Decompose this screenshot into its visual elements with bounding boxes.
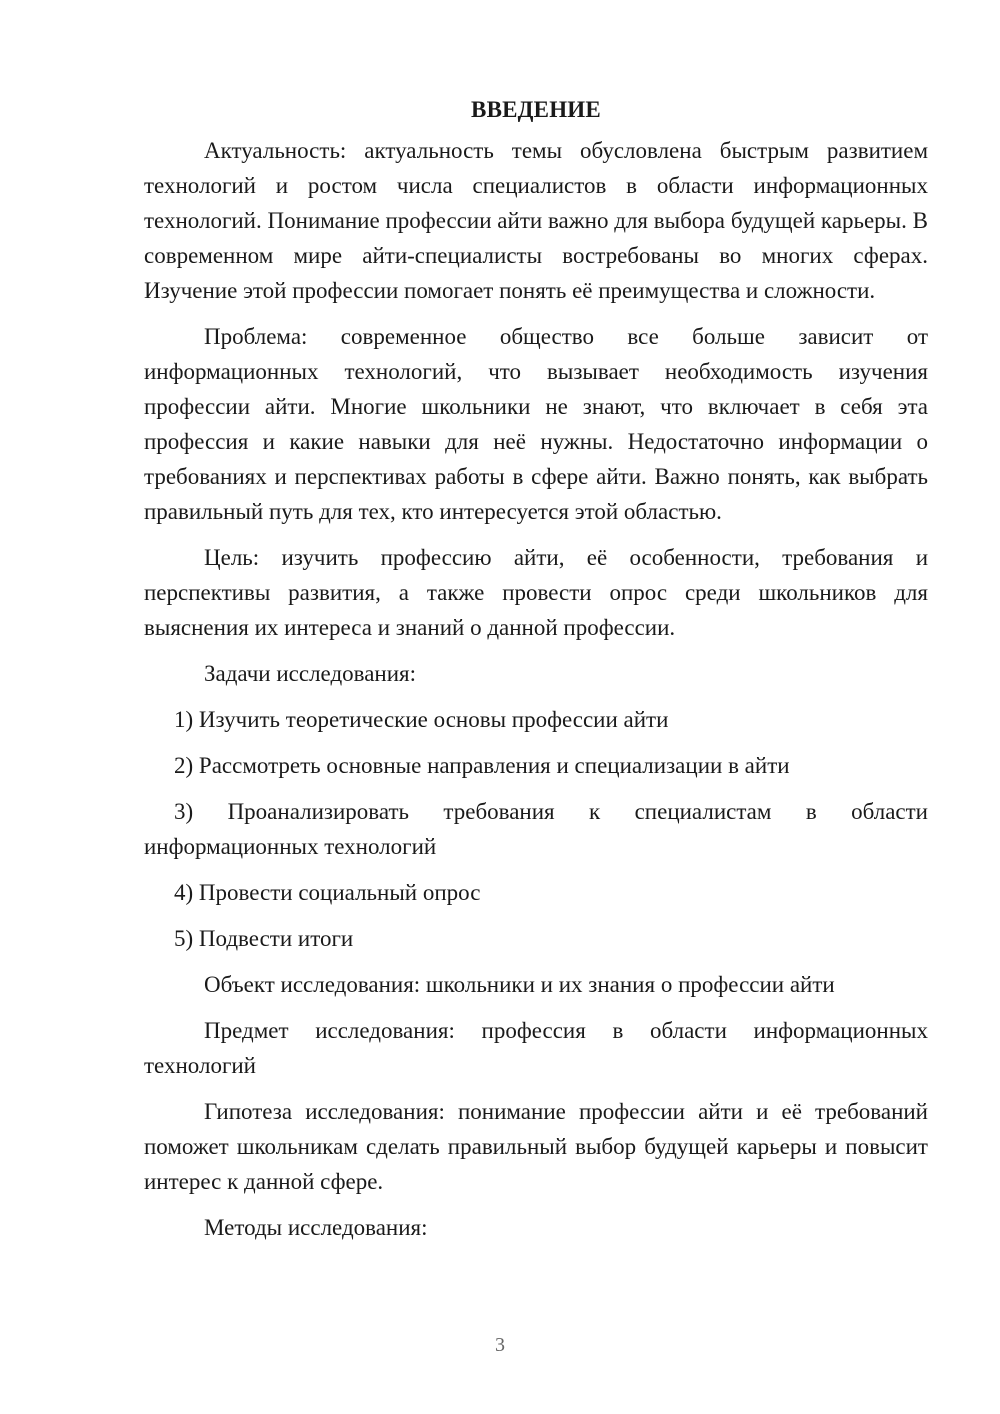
tasks-list: [144, 702, 928, 956]
list-item: 3) Проанализировать требования к специалистам в области информационных технологий: [144, 799, 928, 859]
page-number: 3: [495, 1334, 505, 1356]
relevance-paragraph: Актуальность: актуальность темы обусловлена быстрым развитием технологий и ростом числа специалистов в области информационных технологий. Понимание профессии айти важно для выбора будущей карьеры. В современном мире айти-специалисты востребованы во многих сферах. Изучение этой профессии помогает понять её преимущества и сложности.: [144, 138, 928, 303]
list-item: 4) Провести социальный опрос: [174, 880, 481, 905]
document-page: [144, 92, 928, 1256]
list-item: 1) Изучить теоретические основы профессии айти: [174, 707, 669, 732]
methods-heading: Методы исследования:: [204, 1215, 428, 1240]
subject-paragraph: Предмет исследования: профессия в области информационных технологий: [144, 1018, 928, 1078]
problem-paragraph: Проблема: современное общество все больше зависит от информационных технологий, что вызывает необходимость изучения профессии айти. Многие школьники не знают, что включает в себя эта профессия и какие навыки для неё нужны. Недостаточно информации о требованиях и перспективах работы в сфере айти. Важно понять, как выбрать правильный путь для тех, кто интересуется этой областью.: [144, 324, 928, 524]
goal-paragraph: Цель: изучить профессию айти, её особенности, требования и перспективы развития, а также провести опрос среди школьников для выяснения их интереса и знаний о данной профессии.: [144, 545, 928, 640]
section-title: ВВЕДЕНИЕ: [471, 97, 601, 122]
list-item: 5) Подвести итоги: [174, 926, 354, 951]
hypothesis-paragraph: Гипотеза исследования: понимание профессии айти и её требований поможет школьникам сделать правильный выбор будущей карьеры и повысит интерес к данной сфере.: [144, 1099, 928, 1194]
tasks-heading: Задачи исследования:: [204, 661, 417, 686]
list-item: 2) Рассмотреть основные направления и специализации в айти: [174, 753, 790, 778]
object-paragraph: Объект исследования: школьники и их знания о профессии айти: [204, 972, 835, 997]
